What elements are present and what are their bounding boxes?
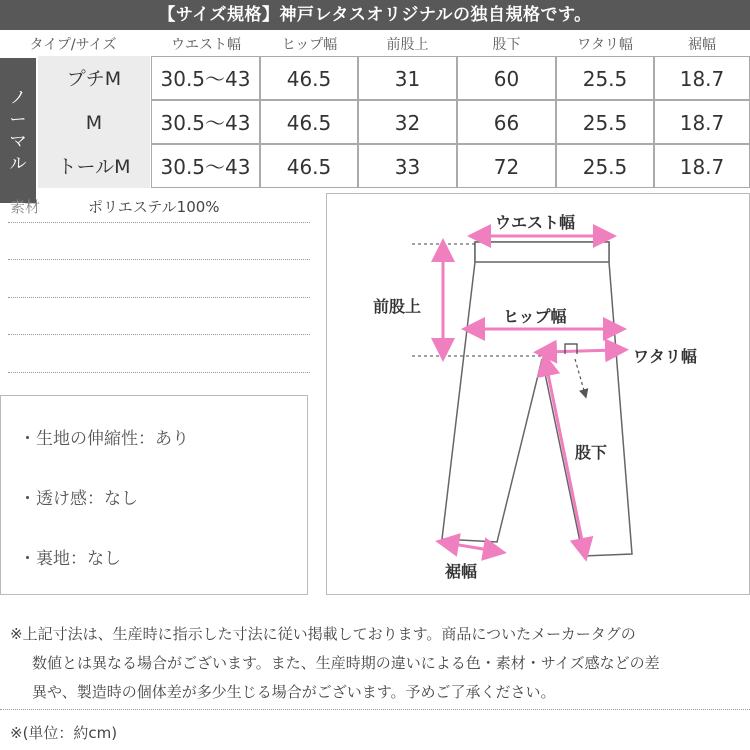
sheerness-property: ・透け感：なし <box>19 489 138 509</box>
inseam-cell: 66 <box>457 100 556 144</box>
size-cell: M <box>38 100 150 144</box>
column-header-thigh: ワタリ幅 <box>577 37 633 53</box>
table-row <box>38 144 750 188</box>
thigh-label: ワタリ幅 <box>633 347 697 366</box>
column-header-front-rise: 前股上 <box>386 37 429 53</box>
dotted-divider <box>8 334 310 335</box>
waist-cell: 30.5〜43 <box>151 144 260 188</box>
dotted-divider <box>8 222 310 223</box>
rise-label: 前股上 <box>373 297 422 316</box>
hem-cell: 18.7 <box>654 56 750 100</box>
column-header-inseam: 股下 <box>492 37 521 53</box>
hem-cell: 18.7 <box>654 144 750 188</box>
hip-label: ヒップ幅 <box>503 307 567 326</box>
table-row <box>38 56 750 100</box>
dotted-divider <box>8 259 310 260</box>
size-cell: プチM <box>38 56 150 100</box>
hip-cell: 46.5 <box>260 56 358 100</box>
dotted-divider <box>0 709 750 710</box>
rise-cell: 33 <box>358 144 457 188</box>
pants-measurement-diagram <box>326 193 750 595</box>
side-label-char: ー <box>9 109 27 130</box>
rise-cell: 32 <box>358 100 457 144</box>
note-line: ※上記寸法は、生産時に指示した寸法に従い掲載しております。商品についたメーカータグの <box>10 625 636 643</box>
thigh-arrow <box>545 350 617 352</box>
table-row <box>38 100 750 144</box>
waist-cell: 30.5〜43 <box>151 56 260 100</box>
size-spec-header: 【サイズ規格】神戸レタスオリジナルの独自規格です。 <box>0 0 750 30</box>
thigh-cell: 25.5 <box>556 100 654 144</box>
size-cell: トールM <box>38 144 150 188</box>
column-header-hem: 裾幅 <box>688 37 716 53</box>
normal-type-label <box>0 58 36 203</box>
table-header-row <box>0 32 750 58</box>
side-label-char: マ <box>9 131 27 152</box>
inseam-label: 股下 <box>575 443 608 462</box>
fabric-properties-box <box>0 395 308 595</box>
disclaimer-note <box>10 620 745 707</box>
waist-cell: 30.5〜43 <box>151 100 260 144</box>
side-label-char: ノ <box>9 87 27 108</box>
stretch-property: ・生地の伸縮性：あり <box>19 429 189 449</box>
material-label: 素材 <box>10 198 41 216</box>
column-header-hip: ヒップ幅 <box>281 37 338 53</box>
material-value: ポリエステル100% <box>88 198 220 216</box>
unit-note: ※(単位：約cm) <box>10 724 118 742</box>
rise-cell: 31 <box>358 56 457 100</box>
hem-arrow <box>447 543 495 551</box>
note-line: 異や、製造時の個体差が多少生じる場合がございます。予めご了承ください。 <box>32 683 556 701</box>
dotted-divider <box>8 372 310 373</box>
note-line: 数値とは異なる場合がございます。また、生産時期の違いによる色・素材・サイズ感などの差 <box>32 654 660 672</box>
hem-label: 裾幅 <box>445 562 478 581</box>
inseam-cell: 60 <box>457 56 556 100</box>
dotted-divider <box>8 297 310 298</box>
side-label-char: ル <box>9 153 27 174</box>
inseam-cell: 72 <box>457 144 556 188</box>
thigh-cell: 25.5 <box>556 144 654 188</box>
hem-cell: 18.7 <box>654 100 750 144</box>
pants-diagram-svg <box>327 194 750 596</box>
thigh-cell: 25.5 <box>556 56 654 100</box>
column-header-type-size: タイプ/サイズ <box>29 37 117 53</box>
waistband <box>475 242 609 262</box>
hip-cell: 46.5 <box>260 144 358 188</box>
pants-outline <box>442 242 632 556</box>
column-header-waist: ウエスト幅 <box>171 37 241 53</box>
hip-cell: 46.5 <box>260 100 358 144</box>
lining-property: ・裏地：なし <box>19 549 121 569</box>
waist-label: ウエスト幅 <box>495 213 576 232</box>
